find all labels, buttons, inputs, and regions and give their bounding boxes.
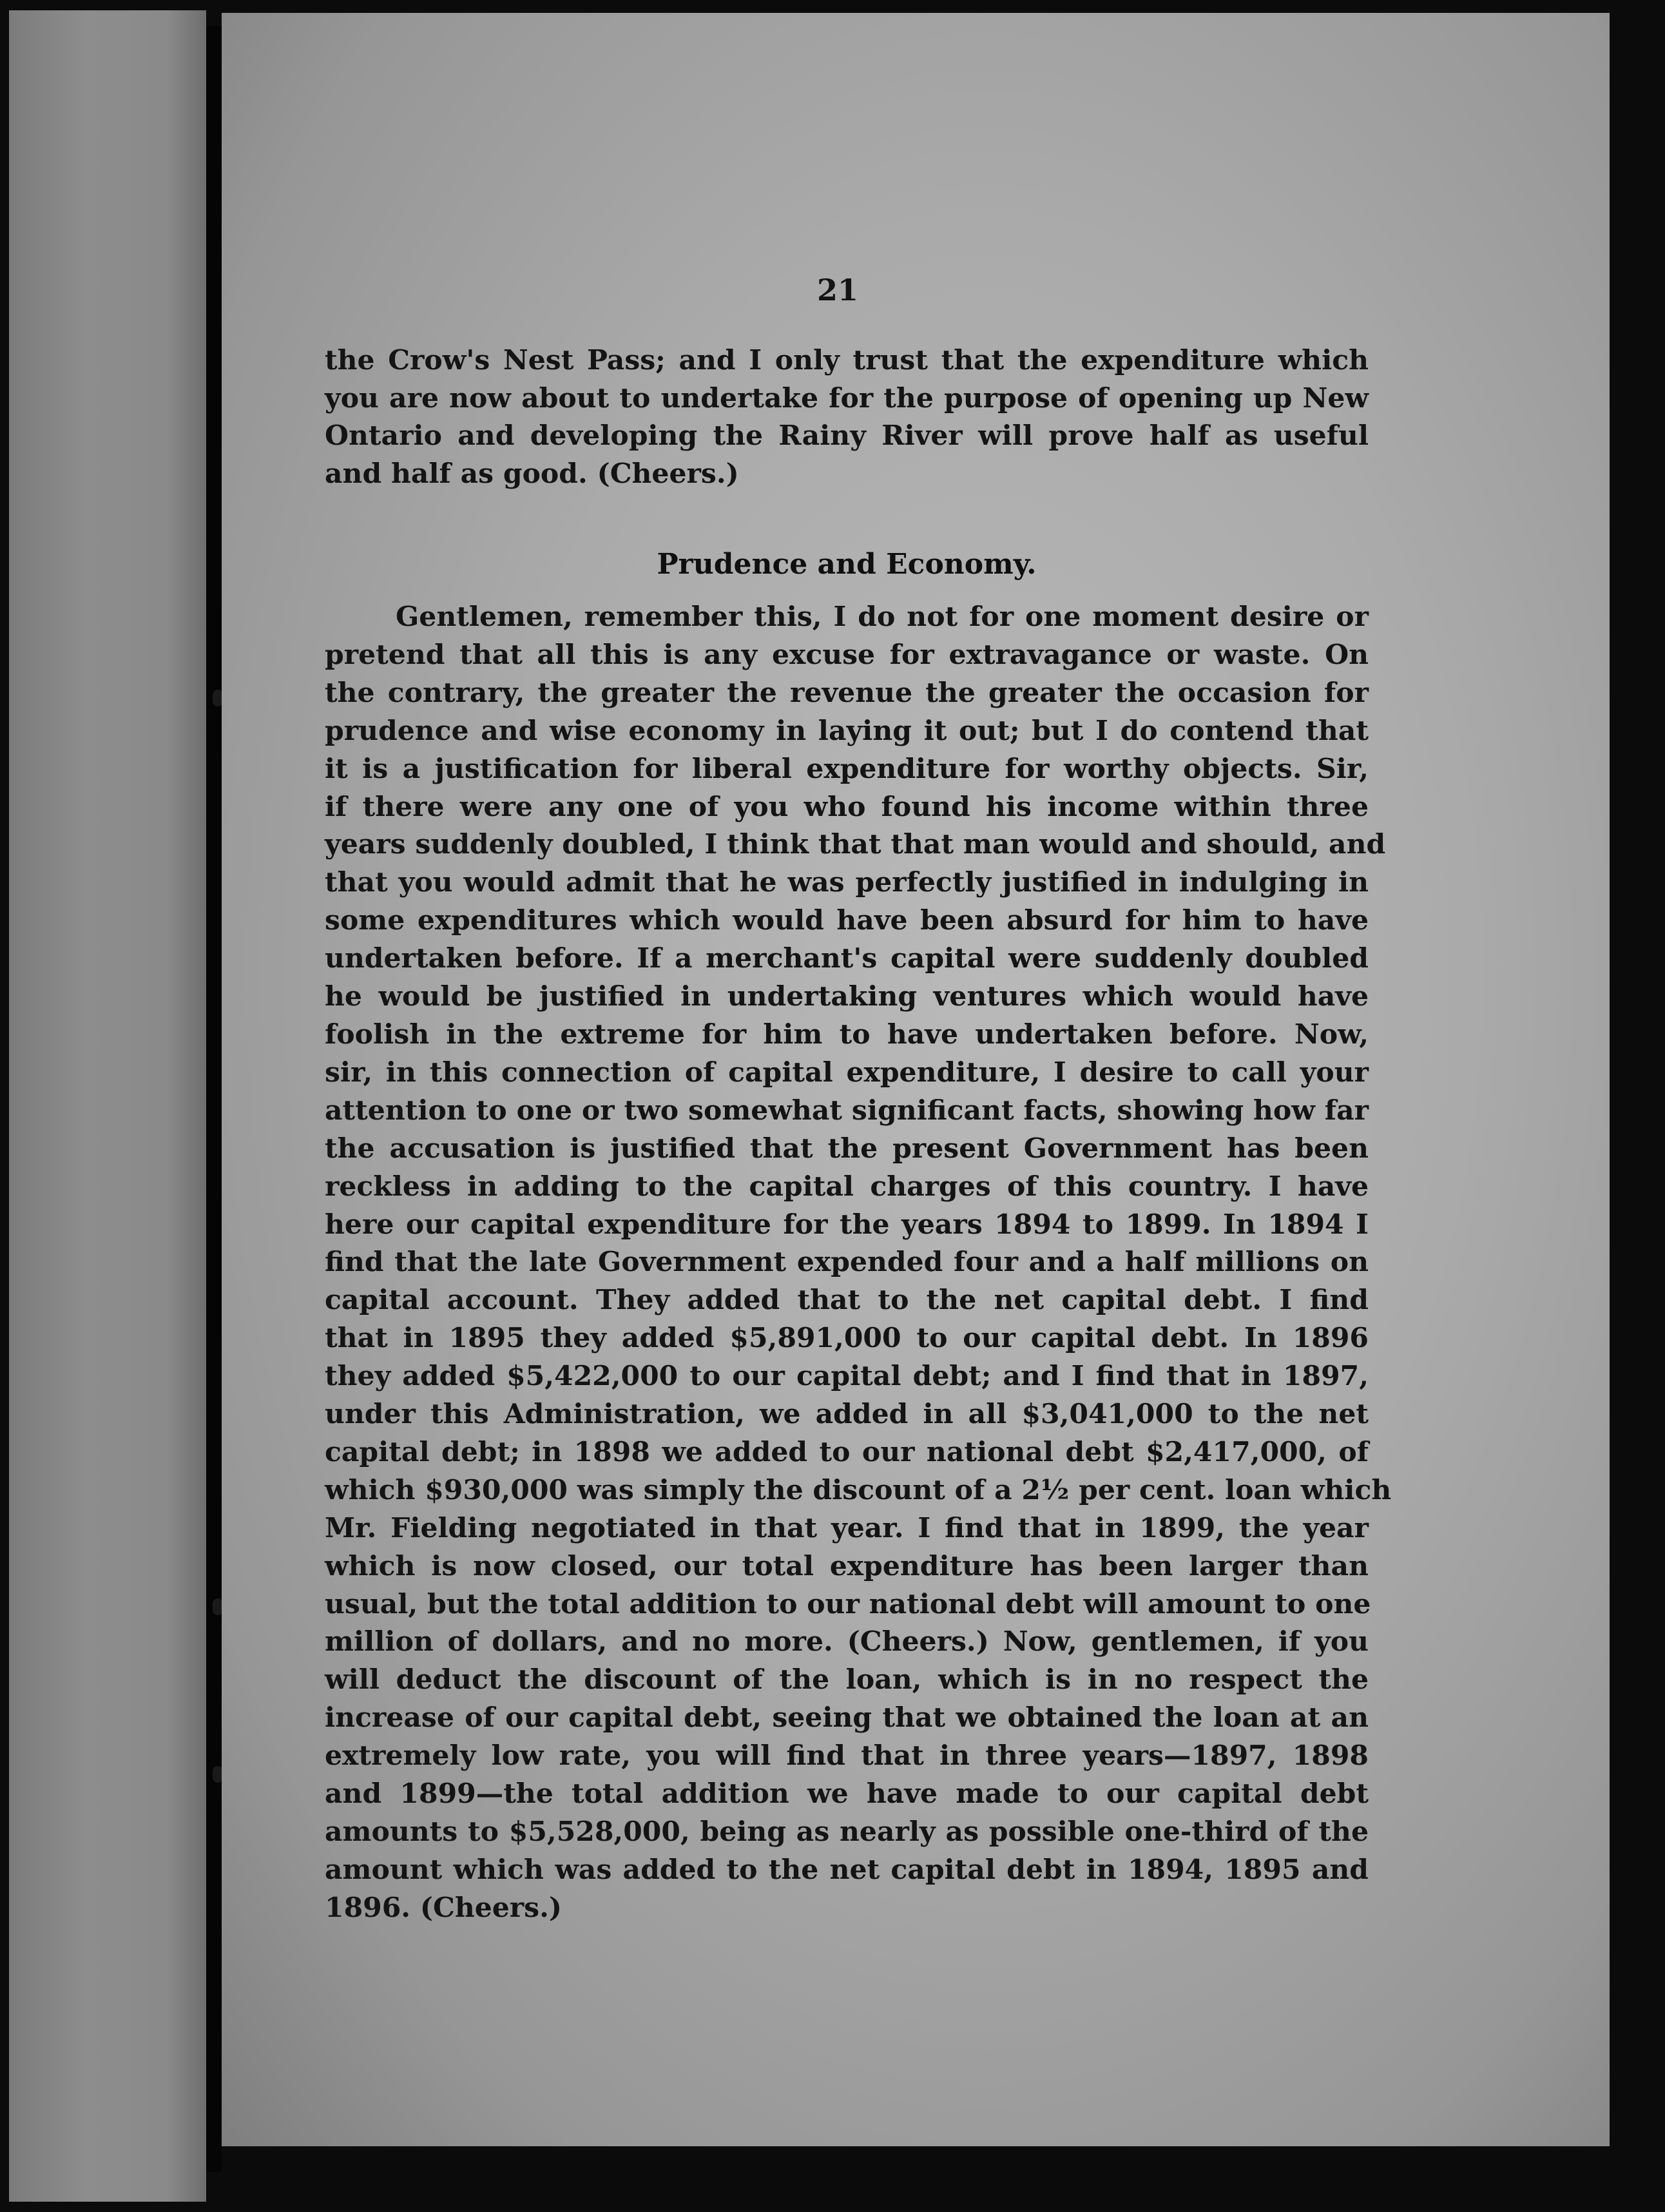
scan-border-bottom xyxy=(222,2146,1665,2212)
text-line: capital debt; in 1898 we added to our national debt $2,417,000, of xyxy=(325,1435,1369,1468)
text-line: the accusation is justified that the present Government has been xyxy=(325,1132,1369,1165)
text-line: will deduct the discount of the loan, which is in no respect the xyxy=(325,1664,1369,1696)
text-line: that you would admit that he was perfectly justified in indulging in xyxy=(325,866,1369,899)
text-line: Mr. Fielding negotiated in that year. I find that in 1899, the year xyxy=(325,1511,1369,1544)
text-line: amounts to $5,528,000, being as nearly as possible one-third of the xyxy=(325,1816,1369,1848)
text-line: which $930,000 was simply the discount of a 2½ per cent. loan which xyxy=(325,1473,1392,1506)
text-line: usual, but the total addition to our national debt will amount to one xyxy=(325,1587,1371,1620)
section-paragraph xyxy=(325,598,1392,1927)
text-line: and 1899—the total addition we have made to our capital debt xyxy=(325,1778,1369,1810)
text-line: and half as good. (Cheers.) xyxy=(325,457,739,490)
text-line: which is now closed, our total expenditure has been larger than xyxy=(325,1549,1369,1582)
page-number: 21 xyxy=(816,273,858,307)
text-line: million of dollars, and no more. (Cheers.) Now, gentlemen, if you xyxy=(325,1625,1369,1658)
text-line: pretend that all this is any excuse for extravagance or waste. On xyxy=(325,638,1369,671)
binding-gutter xyxy=(206,26,222,2172)
text-line: if there were any one of you who found his income within three xyxy=(325,790,1369,823)
text-line: extremely low rate, you will find that in three years—1897, 1898 xyxy=(325,1740,1369,1772)
left-page-edge xyxy=(9,10,206,2202)
text-line: amount which was added to the net capital debt in 1894, 1895 and xyxy=(325,1853,1369,1886)
text-line: undertaken before. If a merchant's capital were suddenly doubled xyxy=(325,942,1369,975)
text-line: Ontario and developing the Rainy River will prove half as useful xyxy=(325,420,1369,452)
text-line: that in 1895 they added $5,891,000 to our capital debt. In 1896 xyxy=(325,1322,1369,1355)
text-line: find that the late Government expended four and a half millions on xyxy=(325,1246,1369,1279)
text-line: it is a justification for liberal expenditure for worthy objects. Sir, xyxy=(325,752,1369,785)
text-line: attention to one or two somewhat significant facts, showing how far xyxy=(325,1094,1369,1127)
text-line: here our capital expenditure for the years 1894 to 1899. In 1894 I xyxy=(325,1208,1369,1241)
text-line: they added $5,422,000 to our capital debt; and I find that in 1897, xyxy=(325,1360,1369,1393)
text-line: years suddenly doubled, I think that that man would and should, and xyxy=(325,828,1386,861)
text-line: capital account. They added that to the net capital debt. I find xyxy=(325,1284,1369,1317)
text-line: some expenditures which would have been absurd for him to have xyxy=(325,904,1369,937)
text-line: Gentlemen, remember this, I do not for one moment desire or xyxy=(396,601,1369,633)
text-line: prudence and wise economy in laying it out; but I do contend that xyxy=(325,714,1369,747)
text-line: you are now about to undertake for the purpose of opening up New xyxy=(325,382,1369,414)
text-line: sir, in this connection of capital expenditure, I desire to call your xyxy=(325,1056,1369,1089)
text-line: the Crow's Nest Pass; and I only trust that the expenditure which xyxy=(325,344,1369,376)
text-line: under this Administration, we added in all $3,041,000 to the net xyxy=(325,1398,1369,1431)
text-line: 1896. (Cheers.) xyxy=(325,1891,563,1924)
text-line: the contrary, the greater the revenue the greater the occasion for xyxy=(325,676,1369,709)
text-line: reckless in adding to the capital charges of this country. I have xyxy=(325,1170,1369,1203)
text-line: foolish in the extreme for him to have undertaken before. Now, xyxy=(325,1018,1369,1051)
text-line: increase of our capital debt, seeing that we obtained the loan at an xyxy=(325,1702,1369,1734)
scan-border-right xyxy=(1610,13,1665,2212)
continued-paragraph xyxy=(325,342,1369,492)
text-line: he would be justified in undertaking ventures which would have xyxy=(325,980,1369,1013)
section-heading: Prudence and Economy. xyxy=(657,548,1037,581)
